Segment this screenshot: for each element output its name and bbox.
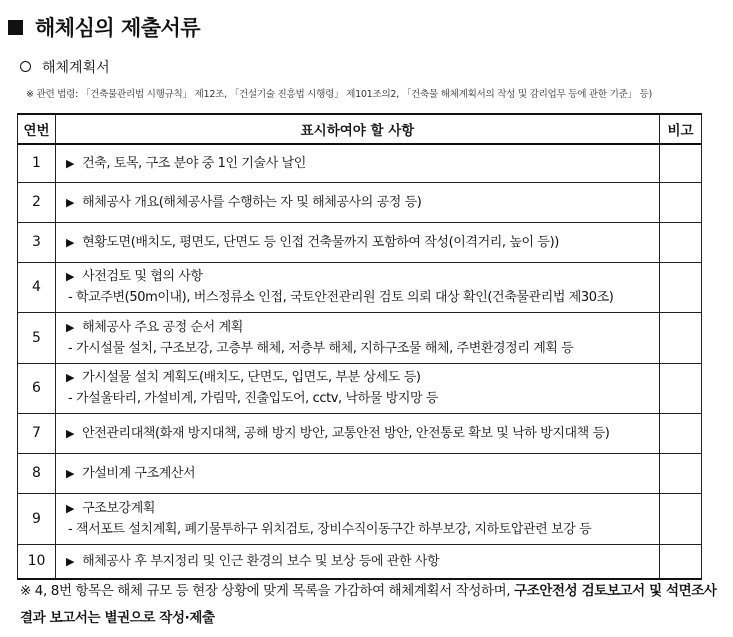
arrow-right-icon: ▶ — [66, 320, 75, 334]
row-main-text: 해체공사 주요 공정 순서 계획 — [82, 319, 243, 335]
page-title-text: 해체심의 제출서류 — [35, 16, 201, 40]
header-remark: 비고 — [660, 114, 702, 144]
document-table — [17, 113, 702, 580]
row-number: 2 — [18, 182, 56, 222]
row-content — [56, 312, 660, 363]
section-heading — [20, 57, 110, 77]
row-content — [56, 493, 660, 544]
circle-bullet-icon — [20, 61, 31, 72]
row-remark — [660, 493, 702, 544]
row-main-text: 구조보강계획 — [82, 500, 156, 516]
arrow-right-icon: ▶ — [66, 270, 75, 283]
row-main-text: 해체공사 개요(해체공사를 수행하는 자 및 해체공사의 공정 등) — [82, 194, 422, 210]
header-item: 표시하여야 할 사항 — [56, 114, 660, 144]
row-number: 4 — [18, 262, 56, 312]
row-main-text: 가시설물 설치 계획도(배치도, 단면도, 입면도, 부분 상세도 등) — [82, 370, 421, 385]
row-main-text: 사전검토 및 협의 사항 — [82, 269, 203, 284]
row-content — [56, 413, 660, 453]
row-main-text: 가설비계 구조계산서 — [82, 465, 196, 481]
table-row — [18, 544, 702, 579]
arrow-right-icon: ▶ — [66, 466, 75, 480]
arrow-right-icon: ▶ — [66, 426, 75, 440]
row-number: 8 — [18, 453, 56, 493]
reference-note: ※ 관련 법령: 「건축물관리법 시행규칙」 제12조, 「건설기술 진흥법 시행령」 제101조의2, 「건축물 해체계획서의 작성 및 감리업무 등에 관한 기준」 등) — [26, 89, 653, 100]
row-content — [56, 453, 660, 493]
table-row — [18, 363, 702, 413]
row-number: 10 — [18, 544, 56, 579]
row-main-text: 해체공사 후 부지정리 및 인근 환경의 보수 및 보상 등에 관한 사항 — [82, 553, 440, 569]
row-number: 9 — [18, 493, 56, 544]
row-remark — [660, 544, 702, 579]
row-sub-text: - 학교주변(50m이내), 버스정류소 인접, 국토안전관리원 검토 의뢰 대상 확인(건축물관리법 제30조) — [68, 290, 614, 305]
table-row — [18, 453, 702, 493]
row-remark — [660, 262, 702, 312]
row-remark — [660, 144, 702, 182]
footnote — [20, 578, 720, 632]
row-number: 5 — [18, 312, 56, 363]
table-row — [18, 413, 702, 453]
footnote-bold-text: 구조안전성 검토보고서 및 석면조사 결과 보고서는 별권으로 작성·제출 — [20, 583, 717, 626]
section-heading-text: 해체계획서 — [42, 60, 110, 76]
table-row — [18, 182, 702, 222]
row-remark — [660, 312, 702, 363]
table-row — [18, 222, 702, 262]
row-sub-text: - 가설울타리, 가설비계, 가림막, 진출입도어, cctv, 낙하물 방지망 등 — [68, 391, 439, 406]
row-number: 3 — [18, 222, 56, 262]
row-content — [56, 222, 660, 262]
row-remark — [660, 363, 702, 413]
row-content — [56, 363, 660, 413]
row-remark — [660, 222, 702, 262]
table-row — [18, 262, 702, 312]
table-row — [18, 144, 702, 182]
row-main-text: 안전관리대책(화재 방지대책, 공해 방지 방안, 교통안전 방안, 안전통로 확보 및 낙하 방지대책 등) — [82, 425, 610, 441]
table-row — [18, 312, 702, 363]
page-title — [8, 12, 200, 42]
header-no: 연번 — [18, 114, 56, 144]
row-remark — [660, 413, 702, 453]
arrow-right-icon: ▶ — [66, 554, 75, 568]
row-sub-text: - 잭서포트 설치계획, 폐기물투하구 위치검토, 장비수직이동구간 하부보강, 지하토압관련 보강 등 — [68, 521, 592, 537]
arrow-right-icon: ▶ — [66, 371, 75, 384]
row-main-text: 현황도면(배치도, 평면도, 단면도 등 인접 건축물까지 포함하여 작성(이격거리, 높이 등)) — [82, 234, 559, 250]
arrow-right-icon: ▶ — [66, 195, 75, 209]
row-main-text: 건축, 토목, 구조 분야 중 1인 기술사 날인 — [82, 155, 306, 171]
arrow-right-icon: ▶ — [66, 156, 75, 170]
table-row — [18, 493, 702, 544]
row-number: 7 — [18, 413, 56, 453]
arrow-right-icon: ▶ — [66, 235, 75, 249]
row-sub-text: - 가시설물 설치, 구조보강, 고층부 해체, 저층부 해체, 지하구조물 해체, 주변환경정리 계획 등 — [68, 340, 574, 356]
square-bullet-icon — [8, 20, 23, 35]
row-number: 6 — [18, 363, 56, 413]
row-remark — [660, 453, 702, 493]
row-remark — [660, 182, 702, 222]
footnote-text: ※ 4, 8번 항목은 해체 규모 등 현장 상황에 맞게 목록을 가감하여 해체계획서 작성하며, — [20, 583, 515, 599]
row-content — [56, 262, 660, 312]
table-header-row — [18, 114, 702, 144]
row-content — [56, 144, 660, 182]
arrow-right-icon: ▶ — [66, 501, 75, 515]
row-content — [56, 544, 660, 579]
row-number: 1 — [18, 144, 56, 182]
row-content — [56, 182, 660, 222]
